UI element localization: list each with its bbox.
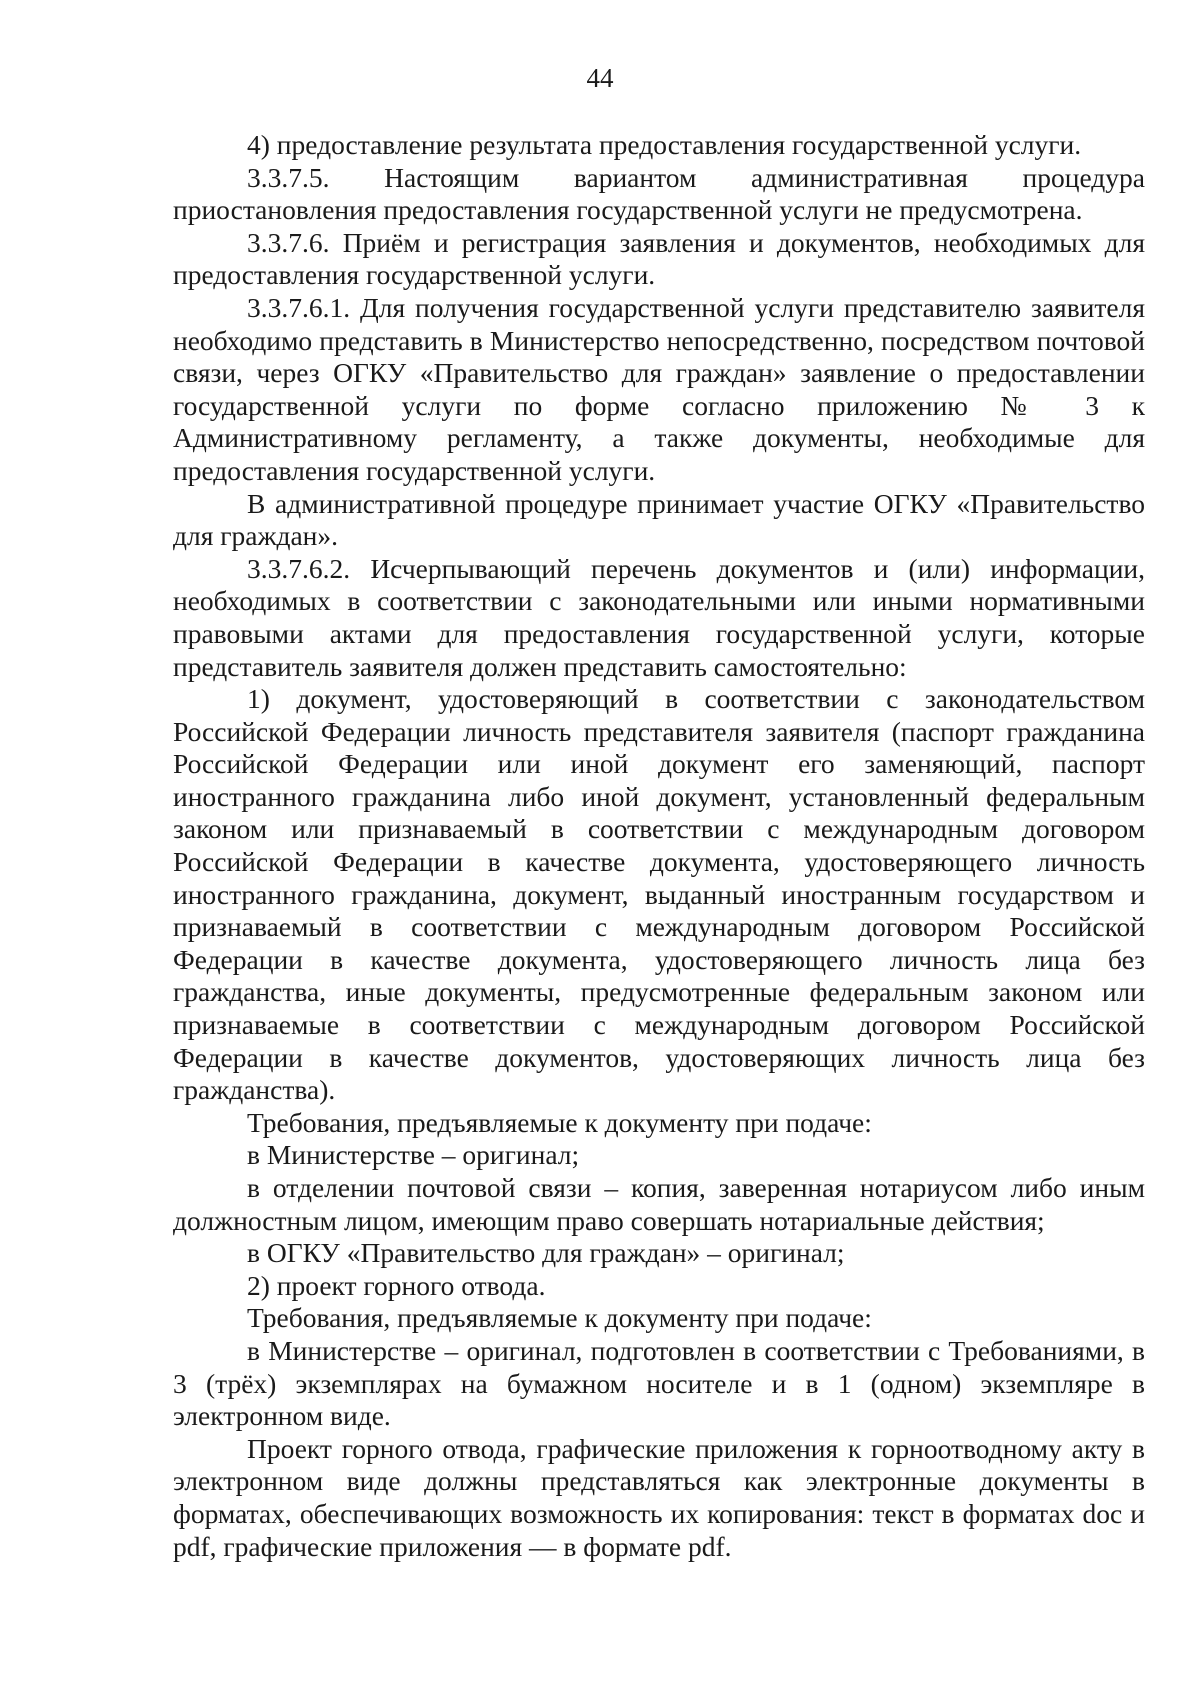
paragraph: в Министерстве – оригинал; — [247, 1139, 580, 1171]
paragraph: 3.3.7.6.2. Исчерпывающий перечень документов и (или) информации, необходимых в соответствии с законодательными или иными нормативными правовыми актами для предоставления государственной услуги, которые представитель заявителя должен представить самостоятельно: — [173, 552, 1145, 682]
paragraph: в Министерстве – оригинал, подготовлен в соответствии с Требованиями, в 3 (трёх) экземплярах на бумажном носителе и в 1 (одном) экземпляре в электронном виде. — [173, 1334, 1145, 1432]
paragraph: Требования, предъявляемые к документу при подаче: — [247, 1302, 872, 1334]
paragraph: 3.3.7.6. Приём и регистрация заявления и документов, необходимых для предоставления государственной услуги. — [173, 226, 1145, 291]
paragraph: в ОГКУ «Правительство для граждан» – оригинал; — [247, 1237, 845, 1269]
paragraph: в отделении почтовой связи – копия, заверенная нотариусом либо иным должностным лицом, имеющим право совершать нотариальные действия; — [173, 1172, 1145, 1236]
paragraph: В административной процедуре принимает участие ОГКУ «Правительство для граждан». — [173, 487, 1145, 552]
paragraph: Требования, предъявляемые к документу при подаче: — [247, 1106, 872, 1138]
paragraph: 3.3.7.5. Настоящим вариантом административная процедура приостановления предоставления государственной услуги не предусмотрена. — [173, 161, 1145, 226]
paragraph: 3.3.7.6.1. Для получения государственной услуги представителю заявителя необходимо представить в Министерство непосредственно, посредством почтовой связи, через ОГКУ «Правительство для граждан» заявление о предоставлении государственной услуги по форме согласно приложению № 3 к Административному регламенту, а также документы, необходимые для предоставления государственной услуги. — [173, 291, 1145, 486]
paragraph: Проект горного отвода, графические приложения к горноотводному акту в электронном виде должны представляться как электронные документы в форматах, обеспечивающих возможность их копирования: текст в форматах doc и pdf, графические приложения — в формате pdf. — [173, 1432, 1145, 1562]
document-body — [173, 129, 1145, 1563]
page-number: 44 — [586, 63, 614, 93]
paragraph: 4) предоставление результата предоставления государственной услуги. — [247, 129, 1082, 160]
paragraph: 1) документ, удостоверяющий в соответствии с законодательством Российской Федерации личность представителя заявителя (паспорт гражданина Российской Федерации или иной документ его заменяющий, паспорт иностранного гражданина либо иной документ, установленный федеральным законом или признаваемый в соответствии с международным договором Российской Федерации в качестве документа, удостоверяющего личность иностранного гражданина, документ, выданный иностранным государством и признаваемый в соответствии с международным договором Российской Федерации в качестве документа, удостоверяющего личность лица без гражданства, иные документы, предусмотренные федеральным законом или признаваемые в соответствии с международным договором Российской Федерации в качестве документов, удостоверяющих личность лица без гражданства). — [173, 683, 1145, 1106]
paragraph: 2) проект горного отвода. — [247, 1269, 546, 1301]
